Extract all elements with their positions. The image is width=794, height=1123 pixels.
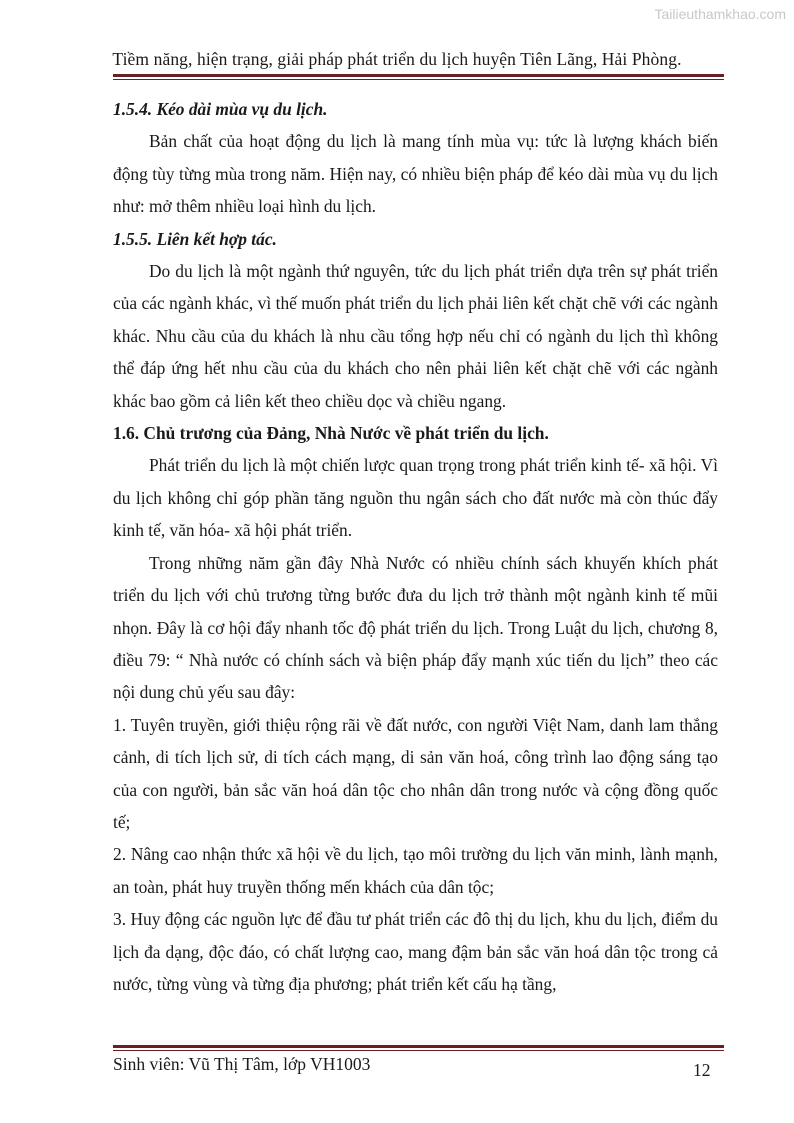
header-divider: [113, 74, 724, 80]
list-item-3: 3. Huy động các nguồn lực để đầu tư phát triển các đô thị du lịch, khu du lịch, điểm du lịch đa dạng, độc đáo, có chất lượng cao, mang đậm bản sắc văn hoá dân tộc trong cả nước, từng vùng và từng địa phương; phát triển kết cấu hạ tầng,: [113, 909, 718, 994]
page-body: [113, 93, 718, 1000]
page-number: 12: [693, 1060, 711, 1080]
footer-divider: [113, 1045, 724, 1051]
running-header-title: Tiềm năng, hiện trạng, giải pháp phát triển du lịch huyện Tiên Lãng, Hải Phòng.: [112, 49, 682, 69]
section-heading-1-5-4: 1.5.4. Kéo dài mùa vụ du lịch.: [113, 99, 328, 119]
section-heading-1-5-5: 1.5.5. Liên kết hợp tác.: [113, 228, 277, 249]
list-item-2: 2. Nâng cao nhận thức xã hội về du lịch, tạo môi trường du lịch văn minh, lành mạnh, an toàn, phát huy truyền thống mến khách của dân tộc;: [113, 844, 718, 897]
footer-author: Sinh viên: Vũ Thị Tâm, lớp VH1003: [113, 1054, 371, 1074]
paragraph-seasonality: Bản chất của hoạt động du lịch là mang tính mùa vụ: tức là lượng khách biến động tùy từng mùa trong năm. Hiện nay, có nhiều biện pháp để kéo dài mùa vụ du lịch như: mở thêm nhiều loại hình du lịch.: [113, 131, 718, 217]
paragraph-policy: Trong những năm gần đây Nhà Nước có nhiều chính sách khuyến khích phát triển du lịch với chủ trương từng bước đưa du lịch trở thành một ngành kinh tế mũi nhọn. Đây là cơ hội đẩy nhanh tốc độ phát triển du lịch. Trong Luật du lịch, chương 8, điều 79: “ Nhà nước có chính sách và biện pháp đẩy mạnh xúc tiến du lịch” theo các nội dung chủ yếu sau đây:: [113, 552, 718, 703]
list-item-1: 1. Tuyên truyền, giới thiệu rộng rãi về đất nước, con người Việt Nam, danh lam thắng cảnh, di tích lịch sử, di tích cách mạng, di sản văn hoá, công trình lao động sáng tạo của con người, bản sắc văn hoá dân tộc cho nhân dân trong nước và cộng đồng quốc tế;: [113, 714, 718, 832]
watermark: Tailieuthamkhao.com: [654, 6, 786, 22]
paragraph-cooperation: Do du lịch là một ngành thứ nguyên, tức du lịch phát triển dựa trên sự phát triển của các ngành khác, vì thế muốn phát triển du lịch phải liên kết chặt chẽ với các ngành khác. Nhu cầu của du khách là nhu cầu tổng hợp nếu chỉ có ngành du lịch thì không thể đáp ứng hết nhu cầu của du khách cho nên phải liên kết chặt chẽ với các ngành khác bao gồm cả liên kết theo chiều dọc và chiều ngang.: [113, 261, 718, 411]
section-heading-1-6: 1.6. Chủ trương của Đảng, Nhà Nước về phát triển du lịch.: [113, 423, 549, 444]
paragraph-strategy: Phát triển du lịch là một chiến lược quan trọng trong phát triển kinh tế- xã hội. Vì du lịch không chỉ góp phần tăng nguồn thu ngân sách cho đất nước mà còn thúc đẩy kinh tế, văn hóa- xã hội phát triển.: [113, 455, 718, 541]
